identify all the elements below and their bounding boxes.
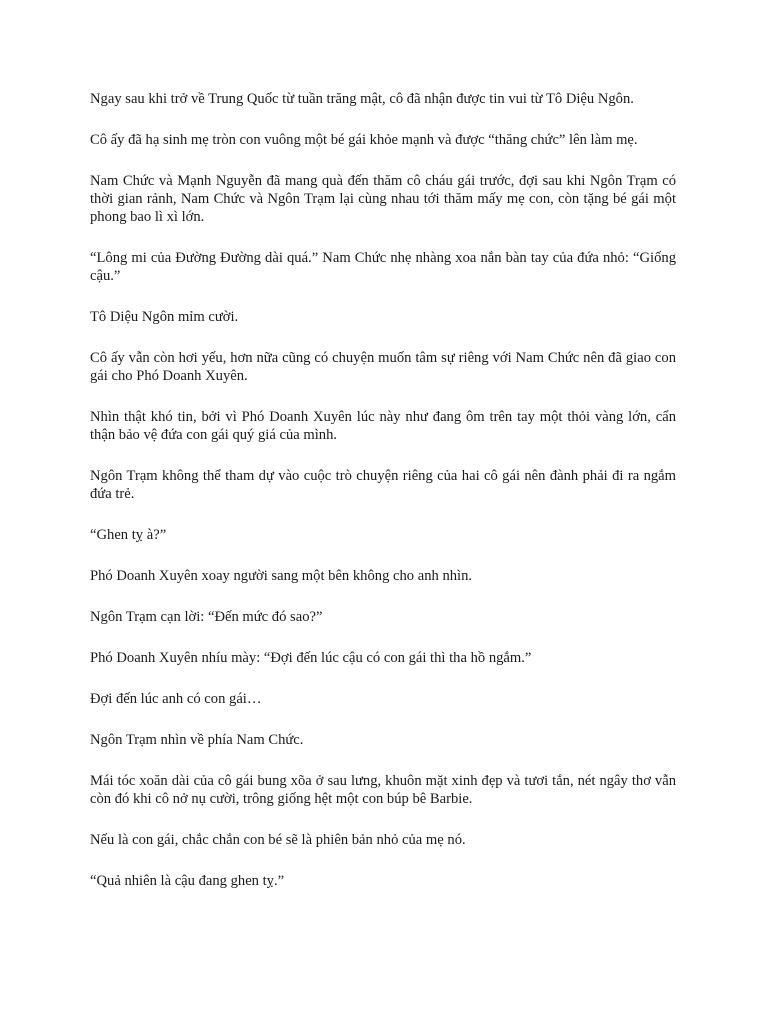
paragraph-11: Ngôn Trạm cạn lời: “Đến mức đó sao?” xyxy=(90,609,323,625)
paragraph-14: Ngôn Trạm nhìn về phía Nam Chức. xyxy=(90,732,304,748)
paragraph-10: Phó Doanh Xuyên xoay người sang một bên không cho anh nhìn. xyxy=(90,568,473,584)
paragraph-12: Phó Doanh Xuyên nhíu mày: “Đợi đến lúc cậu có con gái thì tha hồ ngắm.” xyxy=(90,650,532,666)
paragraph-3: Nam Chức và Mạnh Nguyễn đã mang quà đến thăm cô cháu gái trước, đợi sau khi Ngôn Trạm có thời gian rảnh, Nam Chức và Ngôn Trạm lại cùng nhau tới thăm mấy mẹ con, còn tặng bé gái một phong bao lì xì lớn. xyxy=(90,173,676,225)
paragraph-16: Nếu là con gái, chắc chắn con bé sẽ là phiên bản nhỏ của mẹ nó. xyxy=(90,832,466,848)
paragraph-17: “Quả nhiên là cậu đang ghen tỵ.” xyxy=(90,873,285,889)
paragraph-4: “Lông mi của Đường Đường dài quá.” Nam Chức nhẹ nhàng xoa nắn bàn tay của đứa nhỏ: “Giống cậu.” xyxy=(90,250,676,284)
paragraph-5: Tô Diệu Ngôn mỉm cười. xyxy=(90,309,239,325)
paragraph-13: Đợi đến lúc anh có con gái… xyxy=(90,691,262,707)
document-page xyxy=(90,90,676,913)
paragraph-6: Cô ấy vẫn còn hơi yếu, hơn nữa cũng có chuyện muốn tâm sự riêng với Nam Chức nên đã giao con gái cho Phó Doanh Xuyên. xyxy=(90,350,676,384)
paragraph-8: Ngôn Trạm không thể tham dự vào cuộc trò chuyện riêng của hai cô gái nên đành phải đi ra ngắm đứa trẻ. xyxy=(90,468,676,502)
paragraph-1: Ngay sau khi trở về Trung Quốc từ tuần trăng mật, cô đã nhận được tin vui từ Tô Diệu Ngôn. xyxy=(90,91,634,107)
paragraph-7: Nhìn thật khó tin, bởi vì Phó Doanh Xuyên lúc này như đang ôm trên tay một thỏi vàng lớn, cẩn thận bảo vệ đứa con gái quý giá của mình. xyxy=(90,409,676,443)
paragraph-9: “Ghen tỵ à?” xyxy=(90,527,167,543)
paragraph-15: Mái tóc xoăn dài của cô gái bung xõa ở sau lưng, khuôn mặt xinh đẹp và tươi tắn, nét ngây thơ vẫn còn đó khi cô nở nụ cười, trông giống hệt một con búp bê Barbie. xyxy=(90,773,676,807)
paragraph-2: Cô ấy đã hạ sinh mẹ tròn con vuông một bé gái khỏe mạnh và được “thăng chức” lên làm mẹ. xyxy=(90,132,638,148)
